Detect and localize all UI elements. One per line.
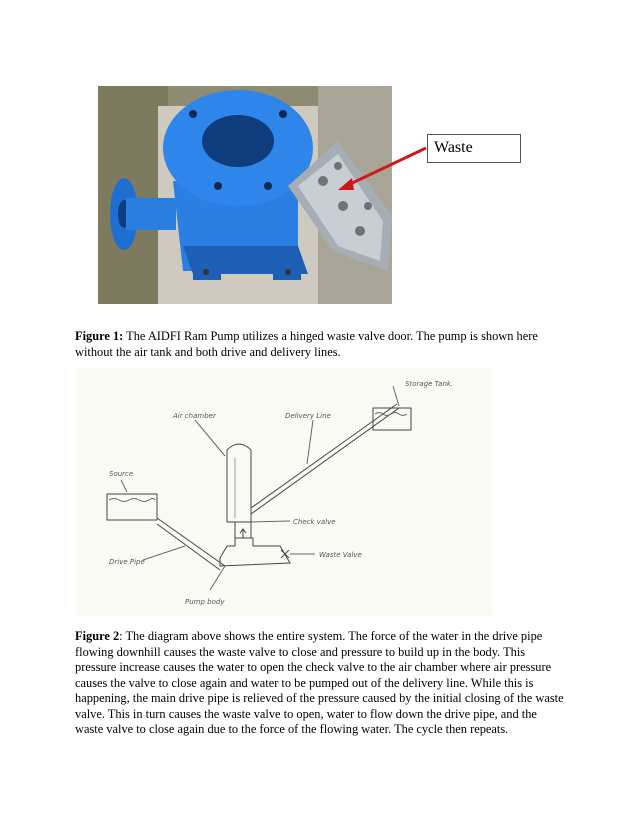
ram-pump-system-diagram	[75, 368, 493, 616]
label-source: Source	[109, 470, 134, 478]
waste-callout-label: Waste	[434, 139, 473, 156]
label-delivery-line: Delivery Line	[285, 412, 331, 420]
figure2-caption	[75, 629, 565, 738]
label-storage-tank: Storage Tank.	[405, 380, 454, 388]
waste-callout-box	[427, 134, 521, 163]
label-air-chamber: Air chamber	[173, 412, 216, 420]
label-drive-pipe: Drive Pipe	[109, 558, 145, 566]
label-check-valve: Check valve	[293, 518, 336, 526]
callout-arrow	[330, 140, 430, 200]
figure1-caption-label: Figure 1:	[75, 329, 124, 343]
figure2-caption-label: Figure 2	[75, 629, 120, 643]
label-waste-valve: Waste Valve	[319, 551, 362, 559]
figure1-caption	[75, 329, 565, 360]
figure2-caption-text: : The diagram above shows the entire system. The force of the water in the drive pipe flowing downhill causes the waste valve to close and pressure to build up in the body. This pressure increase causes the water to open the check valve to the air chamber where air pressure causes the valve to close again and water to be pumped out of the delivery line. While this is happening, the main drive pipe is relieved of the pressure caused by the initial closing of the waste valve. This in turn causes the waste valve to open, water to flow down the drive pipe, and the waste valve to close again due to the force of the flowing water. The cycle then repeats.	[75, 629, 564, 736]
label-pump-body: Pump body	[185, 598, 225, 606]
figure1-caption-text: The AIDFI Ram Pump utilizes a hinged waste valve door. The pump is shown here without the air tank and both drive and delivery lines.	[75, 329, 538, 359]
